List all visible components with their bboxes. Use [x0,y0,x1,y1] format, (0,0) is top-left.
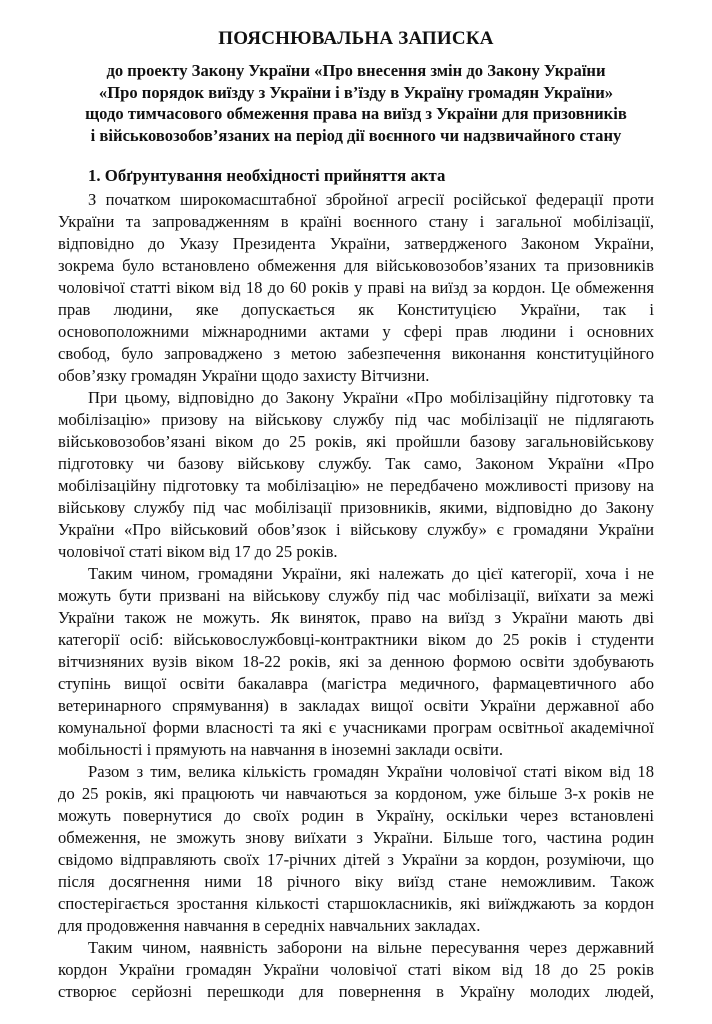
paragraph-line: свідомо відправляють своїх 17-річних дітей з України за кордон, розуміючи, що [58,850,654,869]
paragraph-line: мобільності і прямують на навчання в іноземні заклади освіти. [58,740,504,759]
paragraph [58,387,654,563]
paragraph-line: для продовження навчання в середніх навчальних закладах. [58,916,481,935]
paragraph-line: З початком широкомасштабної збройної агресії російської федерації проти [88,190,654,209]
paragraph-line: підготовку чи базову військову службу. Так само, Законом України «Про [58,454,654,473]
paragraph-line: України та запровадженням в країні воєнного стану і загальної мобілізації, [58,212,654,231]
paragraph-line: ступінь вищої освіти бакалавра (магістра медичного, фармацевтичного або [58,674,654,693]
paragraph-line: Таким чином, наявність заборони на вільне пересування через державний [88,938,654,957]
paragraph [58,937,654,1003]
paragraph-line: відповідно до Указу Президента України, затвердженого Законом України, [58,234,654,253]
paragraph-line: обов’язку громадян України щодо захисту Вітчизни. [58,366,430,385]
paragraph-line: категорії осіб: військовослужбовці-контрактники віком до 25 років і студенти [58,630,654,649]
body-text [58,189,654,1003]
paragraph-line: зокрема було встановлено обмеження для військовозобов’язаних та призовників [58,256,654,275]
paragraph-line: ветеринарного спрямування) в закладах вищої освіти України державної або [58,696,654,715]
paragraph-line: чоловічої статі віком від 17 до 25 років. [58,542,338,561]
paragraph-line: мобілізацію» призову на військову службу під час мобілізації не підлягають [58,410,654,429]
paragraph-line: після досягнення ними 18 річного віку виїзд стане неможливим. Також [58,872,654,891]
paragraph-line: України також не можуть. Як виняток, право на виїзд з України мають дві [58,608,654,627]
document-subtitle [58,60,654,146]
paragraph-line: кордон України громадян України чоловічої статі віком від 18 до 25 років [58,960,654,979]
paragraph-line: мобілізаційну підготовку та мобілізацію» не передбачено можливості призову на [58,476,654,495]
paragraph-line: створює серйозні перешкоди для повернення в Україну молодих людей, [58,982,654,1001]
paragraph-line: до 25 років, які працюють чи навчаються за кордоном, уже більше 3-х років не [58,784,654,803]
paragraph-line: свобод, було запроваджено з метою забезпечення виконання конституційного [58,344,654,363]
paragraph [58,761,654,937]
paragraph [58,563,654,761]
paragraph-line: вітчизняних вузів віком 18-22 років, які за денною формою освіти здобувають [58,652,654,671]
subtitle-line: щодо тимчасового обмеження права на виїзд з України для призовників [85,104,627,123]
paragraph-line: комунальної форми власності та які є учасниками програм освітньої академічної [58,718,654,737]
paragraph [58,189,654,387]
paragraph-line: обмеження, не зможуть знову виїхати з України. Більше того, частина родин [58,828,654,847]
paragraph-line: чоловічої статті віком від 18 до 60 років у праві на виїзд за кордон. Це обмеження [58,278,654,297]
paragraph-line: військовозобов’язані віком до 25 років, які пройшли базову загальновійськову [58,432,654,451]
subtitle-line: до проекту Закону України «Про внесення змін до Закону України [106,61,606,80]
subtitle-line: «Про порядок виїзду з України і в’їзду в Україну громадян України» [98,82,614,102]
paragraph-line: можуть повернутися до своїх родин в Україну, оскільки через встановлені [58,806,654,825]
paragraph-line: України «Про військовий обов’язок і військову службу» є громадяни України [58,520,654,539]
paragraph-line: прав людини, яке допускається як Конституцією України, так і [58,300,654,319]
section-heading: 1. Обґрунтування необхідності прийняття акта [88,166,446,185]
paragraph-line: Разом з тим, велика кількість громадян України чоловічої статі віком від 18 [88,762,654,781]
paragraph-line: Таким чином, громадяни України, які належать до цієї категорії, хоча і не [88,564,654,583]
paragraph-line: військову службу під час мобілізації призовників, якими, відповідно до Закону [58,498,654,517]
subtitle-line: і військовозобов’язаних на період дії воєнного чи надзвичайного стану [90,125,622,145]
paragraph-line: При цьому, відповідно до Закону України «Про мобілізаційну підготовку та [88,388,654,407]
paragraph-line: спостерігається зростання кількості старшокласників, які виїжджають за кордон [58,894,654,913]
paragraph-line: основоположними міжнародними актами у сфері прав людини і основних [58,322,654,341]
document-title: ПОЯСНЮВАЛЬНА ЗАПИСКА [218,28,494,49]
paragraph-line: можуть бути призвані на військову службу під час мобілізації, виїхати за межі [58,586,654,605]
